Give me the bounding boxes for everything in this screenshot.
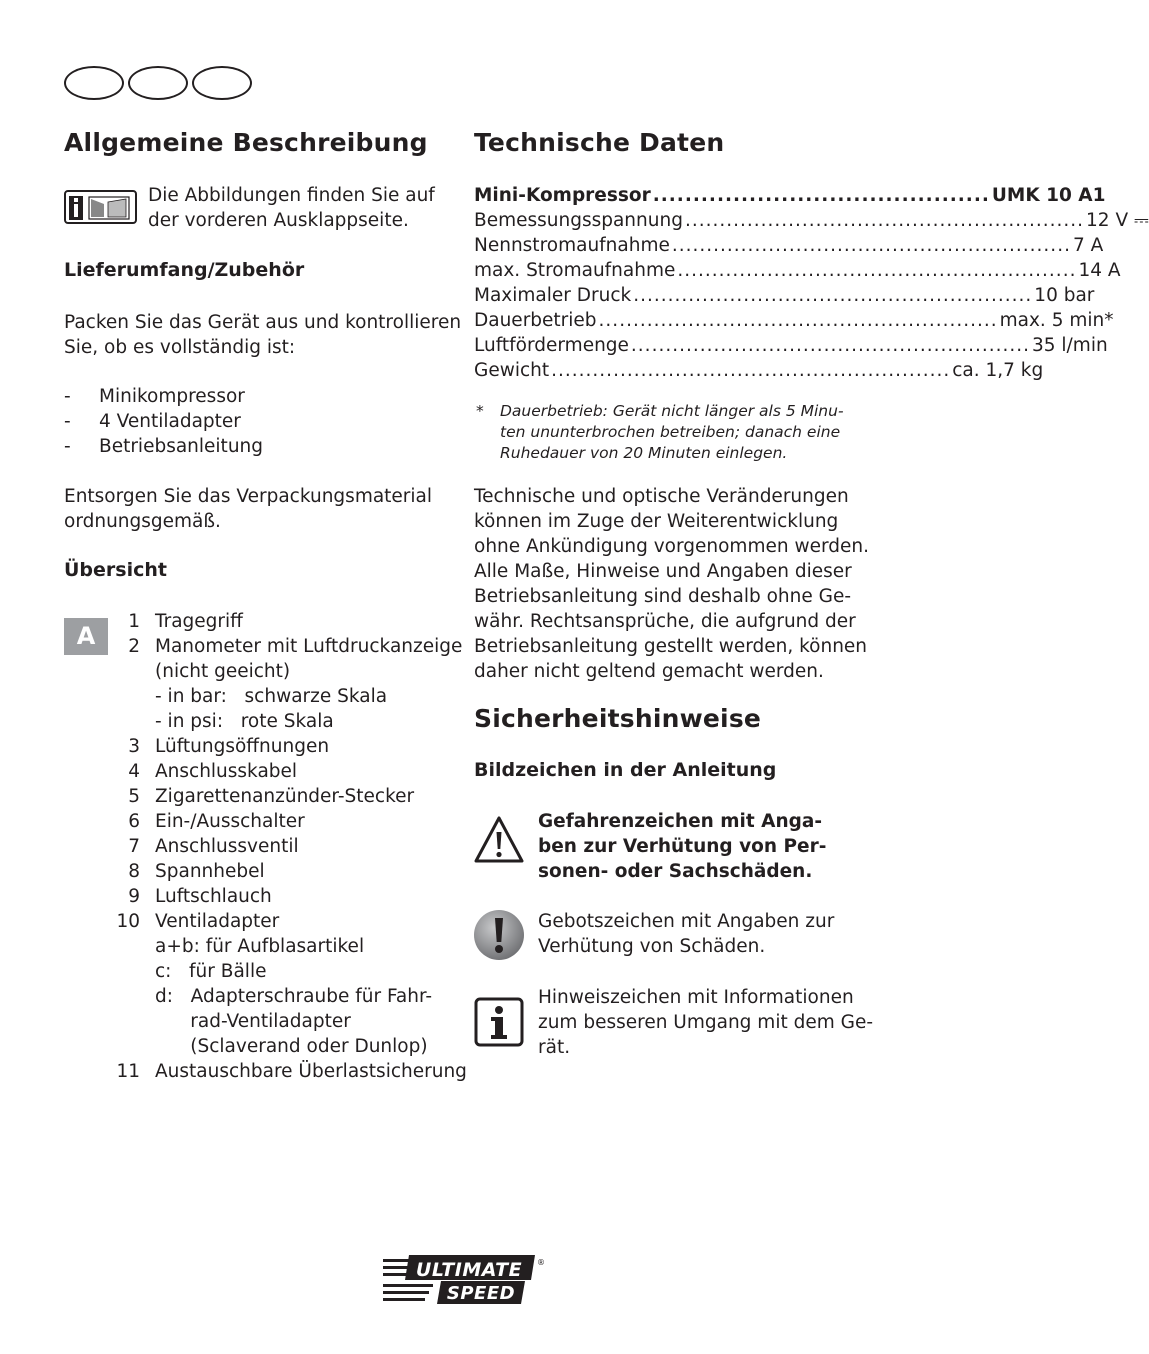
scope-item: Minikompressor (99, 386, 245, 407)
logo-bottom-text: SPEED (446, 1283, 516, 1304)
spec-label: Luftfördermenge (474, 335, 629, 356)
language-ovals (64, 66, 254, 100)
overview-item-text: Ein-/Ausschalter (155, 811, 305, 832)
mandatory-text-1: Gebotszeichen mit Angaben zur (538, 911, 835, 932)
overview-number: 7 (128, 836, 140, 857)
scope-bullet: - (64, 386, 71, 407)
footnote-line-3: Ruhedauer von 20 Minuten einlegen. (500, 444, 788, 462)
oval-1 (64, 66, 124, 100)
oval-2 (128, 66, 188, 100)
changes-line: Betriebsanleitung sind deshalb ohne Ge- (474, 586, 852, 607)
general-description-title: Allgemeine Beschreibung (64, 128, 428, 157)
overview-item-text: Tragegriff (155, 611, 243, 632)
overview-number: 3 (128, 736, 140, 757)
spec-value: 7 A (1072, 235, 1104, 256)
dot-leader: .......................................................... (633, 285, 1033, 306)
overview-number: 4 (128, 761, 140, 782)
warning-text-3: sonen- oder Sachschäden. (538, 861, 813, 882)
spec-label: Dauerbetrieb (474, 310, 597, 331)
overview-number: 11 (116, 1061, 140, 1082)
changes-line: Betriebsanleitung gestellt werden, können (474, 636, 868, 657)
overview-number: 1 (128, 611, 140, 632)
overview-item-text: Austauschbare Überlastsicherung (155, 1061, 467, 1082)
scope-bullet: - (64, 411, 71, 432)
info-sign-icon (474, 997, 524, 1047)
registered-mark: ® (537, 1258, 545, 1267)
spec-row (474, 233, 1104, 258)
overview-item-text: c: für Bälle (155, 961, 267, 982)
overview-item-text: d: Adapterschraube für Fahr- (155, 986, 433, 1007)
model-label: Mini-Kompressor (474, 185, 651, 206)
overview-item-text: (nicht geeicht) (155, 661, 291, 682)
overview-item-text: Lüftungsöffnungen (155, 736, 330, 757)
mandatory-text-2: Verhütung von Schäden. (538, 936, 766, 957)
changes-line: währ. Rechtsansprüche, die aufgrund der (474, 611, 856, 632)
spec-row (474, 258, 1121, 283)
changes-line: Alle Maße, Hinweise und Angaben dieser (474, 561, 852, 582)
overview-item-text: Zigarettenanzünder-Stecker (155, 786, 415, 807)
model-row (474, 183, 1106, 208)
overview-item-text: rad-Ventiladapter (155, 1011, 351, 1032)
overview-number: 8 (128, 861, 140, 882)
spec-label: Nennstromaufnahme (474, 235, 670, 256)
model-value: UMK 10 A1 (991, 185, 1106, 206)
info-image-icon (64, 188, 138, 226)
overview-item-text: - in bar: schwarze Skala (155, 686, 388, 707)
footnote-line-1: Dauerbetrieb: Gerät nicht länger als 5 Minu- (500, 402, 844, 420)
scope-text-2: Sie, ob es vollständig ist: (64, 337, 296, 358)
spec-value: 35 l/min (1032, 335, 1108, 356)
overview-number: 6 (128, 811, 140, 832)
info-text-1: Hinweiszeichen mit Informationen (538, 987, 854, 1008)
dispose-text-2: ordnungsgemäß. (64, 511, 221, 532)
dot-leader: .......................................... (652, 185, 990, 206)
technical-data-title: Technische Daten (474, 128, 725, 157)
dot-leader: .......................................................... (671, 235, 1071, 256)
spec-value: ca. 1,7 kg (952, 360, 1044, 381)
overview-number: 9 (128, 886, 140, 907)
scope-text-1: Packen Sie das Gerät aus und kontrollieren (64, 312, 462, 333)
overview-item-text: Anschlusskabel (155, 761, 298, 782)
overview-item-text: Manometer mit Luftdruckanzeige (155, 636, 463, 657)
changes-line: Technische und optische Veränderungen (474, 486, 849, 507)
overview-item-text: - in psi: rote Skala (155, 711, 334, 732)
changes-line: können im Zuge der Weiterentwicklung (474, 511, 839, 532)
dispose-text-1: Entsorgen Sie das Verpackungsmaterial (64, 486, 433, 507)
symbols-heading: Bildzeichen in der Anleitung (474, 759, 777, 781)
mandatory-sign-icon (473, 909, 525, 961)
overview-item-text: Anschlussventil (155, 836, 299, 857)
dot-leader: .......................................................... (684, 210, 1085, 231)
spec-label: max. Stromaufnahme (474, 260, 676, 281)
intro-line-1: Die Abbildungen finden Sie auf (148, 185, 435, 206)
spec-row (474, 308, 1114, 333)
intro-line-2: der vorderen Ausklappseite. (148, 210, 409, 231)
overview-item-text: Spannhebel (155, 861, 265, 882)
spec-row (474, 283, 1095, 308)
safety-title: Sicherheitshinweise (474, 704, 762, 733)
spec-value: max. 5 min* (999, 310, 1114, 331)
overview-heading: Übersicht (64, 559, 167, 581)
spec-label: Bemessungsspannung (474, 210, 683, 231)
scope-item: Betriebsanleitung (99, 436, 264, 457)
footnote-mark: * (476, 402, 484, 420)
changes-line: ohne Ankündigung vorgenommen werden. (474, 536, 869, 557)
spec-label: Maximaler Druck (474, 285, 632, 306)
logo-top-text: ULTIMATE (415, 1259, 523, 1281)
info-text-3: rät. (538, 1037, 571, 1058)
warning-text-1: Gefahrenzeichen mit Anga- (538, 811, 823, 832)
spec-value: 10 bar (1034, 285, 1095, 306)
scope-bullet: - (64, 436, 71, 457)
spec-row (474, 358, 1044, 383)
warning-triangle-icon (474, 815, 524, 865)
brand-logo (383, 1254, 549, 1306)
overview-item-text: Ventiladapter (155, 911, 280, 932)
dot-leader: .......................................................... (598, 310, 998, 331)
oval-3 (192, 66, 252, 100)
spec-label: Gewicht (474, 360, 550, 381)
scope-item: 4 Ventiladapter (99, 411, 241, 432)
overview-number: 2 (128, 636, 140, 657)
overview-item-text: a+b: für Aufblasartikel (155, 936, 365, 957)
overview-number: 10 (116, 911, 140, 932)
overview-number: 5 (128, 786, 140, 807)
spec-row (474, 208, 1149, 233)
dot-leader: .......................................................... (630, 335, 1030, 356)
dot-leader: .......................................................... (677, 260, 1077, 281)
info-text-2: zum besseren Umgang mit dem Ge- (538, 1012, 874, 1033)
figure-badge: A (64, 618, 108, 655)
spec-value: 12 V ⎓ (1086, 210, 1149, 231)
warning-text-2: ben zur Verhütung von Per- (538, 836, 827, 857)
scope-heading: Lieferumfang/Zubehör (64, 259, 305, 281)
footnote-line-2: ten ununterbrochen betreiben; danach eine (500, 423, 841, 441)
overview-item-text: (Sclaverand oder Dunlop) (155, 1036, 428, 1057)
spec-value: 14 A (1078, 260, 1121, 281)
overview-item-text: Luftschlauch (155, 886, 272, 907)
dot-leader: .......................................................... (551, 360, 951, 381)
changes-line: daher nicht geltend gemacht werden. (474, 661, 824, 682)
spec-row (474, 333, 1108, 358)
